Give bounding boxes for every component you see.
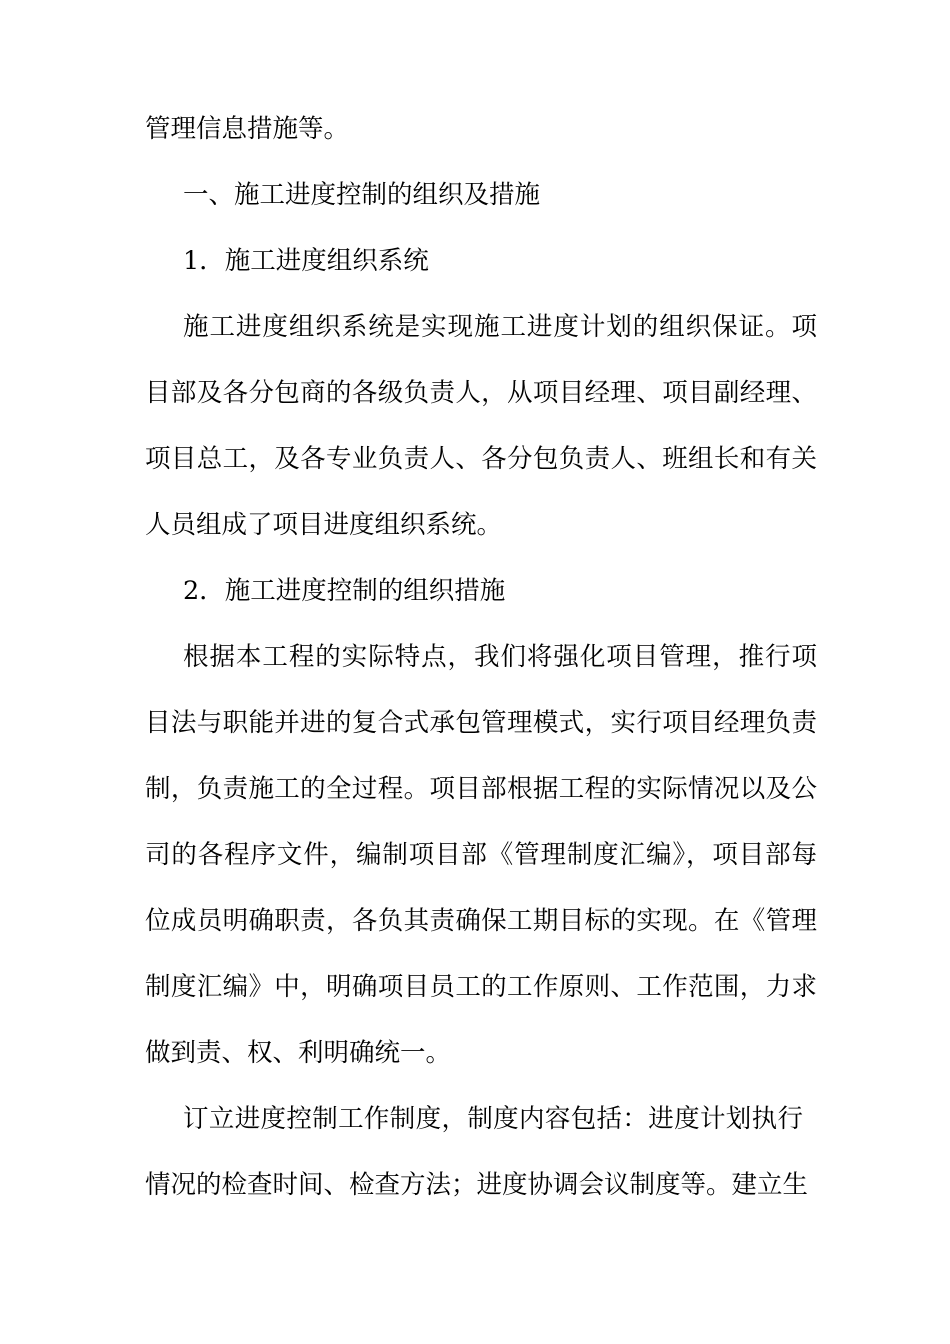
text-line-5: 目部及各分包商的各级负责人，从项目经理、项目副经理、 (145, 378, 817, 408)
text-line-10: 目法与职能并进的复合式承包管理模式，实行项目经理负责 (145, 708, 817, 738)
text-line-14: 制度汇编》中，明确项目员工的工作原则、工作范围，力求 (145, 972, 817, 1002)
text-line-9: 根据本工程的实际特点，我们将强化项目管理，推行项 (183, 642, 817, 672)
document-body (145, 96, 825, 1218)
text-line-11: 制，负责施工的全过程。项目部根据工程的实际情况以及公 (145, 774, 817, 804)
text-line-16: 订立进度控制工作制度，制度内容包括：进度计划执行 (183, 1104, 803, 1134)
text-line-7: 人员组成了项目进度组织系统。 (145, 510, 503, 540)
subsection-heading-1: 1．施工进度组织系统 (183, 246, 429, 276)
text-line-4: 施工进度组织系统是实现施工进度计划的组织保证。项 (183, 312, 817, 342)
text-line-17: 情况的检查时间、检查方法；进度协调会议制度等。建立生 (145, 1170, 809, 1200)
text-line-6: 项目总工，及各专业负责人、各分包负责人、班组长和有关 (145, 444, 817, 474)
section-heading-1: 一、施工进度控制的组织及措施 (183, 180, 541, 210)
text-line-13: 位成员明确职责，各负其责确保工期目标的实现。在《管理 (145, 906, 817, 936)
text-line-1: 管理信息措施等。 (145, 114, 350, 144)
subsection-heading-2: 2．施工进度控制的组织措施 (183, 576, 506, 606)
text-line-15: 做到责、权、利明确统一。 (145, 1038, 452, 1068)
text-line-12: 司的各程序文件，编制项目部《管理制度汇编》，项目部每 (145, 840, 817, 870)
